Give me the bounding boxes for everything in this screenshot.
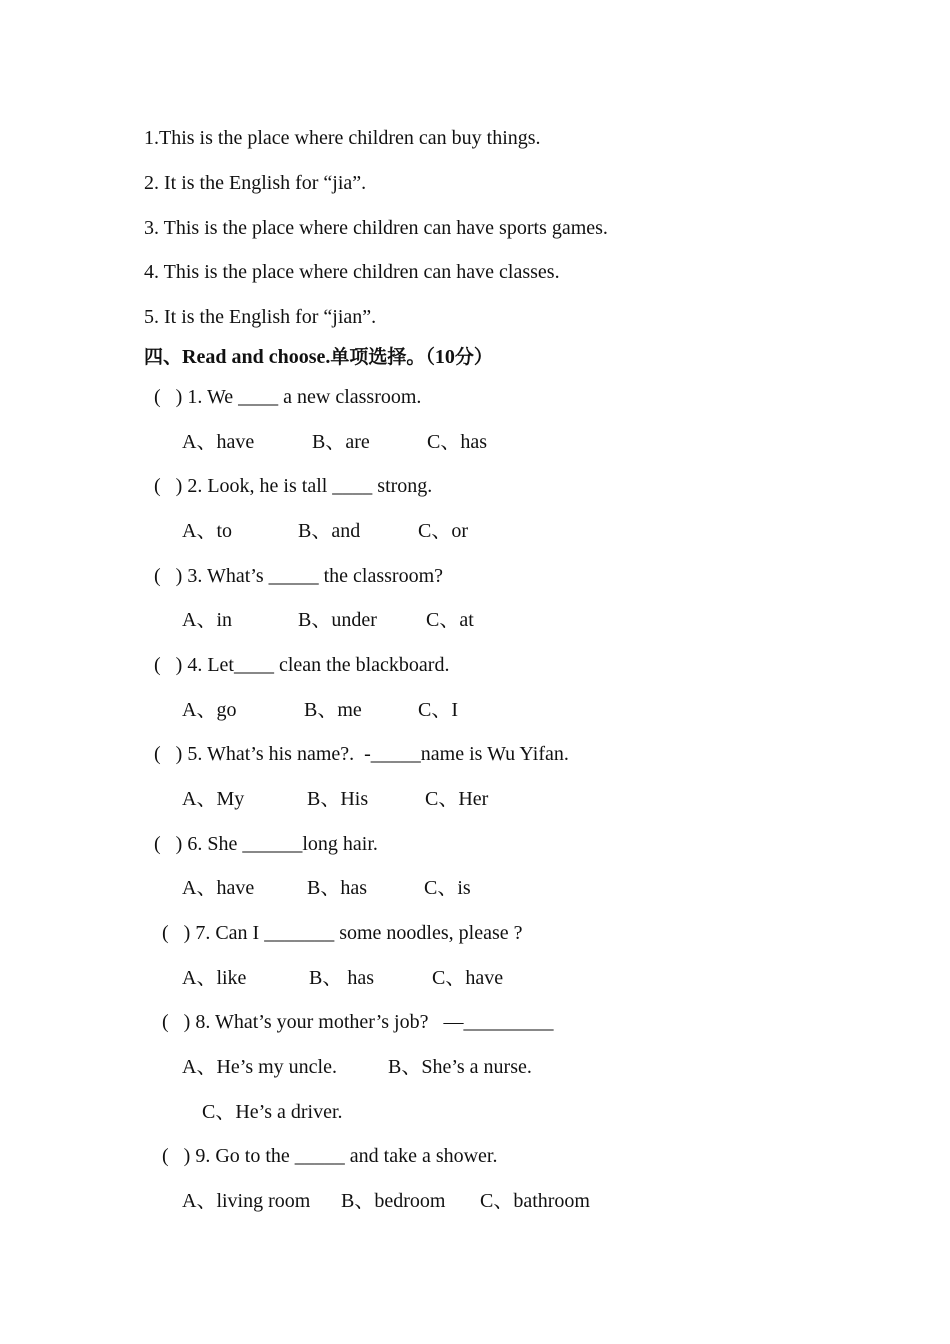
question-7 (162, 921, 523, 945)
definition-4: 4. This is the place where children can have classes. (144, 261, 560, 283)
q1-option-a: A、have (182, 431, 255, 453)
question-5 (154, 742, 569, 766)
section-points: 10 (434, 346, 455, 368)
question-stem: 9. Go to the _____ and take a shower. (195, 1145, 498, 1167)
question-8 (162, 1010, 553, 1034)
q2-option-a: A、to (182, 520, 232, 542)
answer-blank[interactable]: ( ) (154, 565, 183, 587)
q9-option-b: B、bedroom (341, 1190, 446, 1212)
question-2 (154, 474, 432, 498)
section-points-suffix: 分） (454, 346, 493, 368)
section-title-en: Read and choose. (182, 346, 331, 368)
question-1 (154, 385, 421, 409)
question-stem: 7. Can I _______ some noodles, please ? (195, 922, 523, 944)
question-3 (154, 564, 443, 588)
question-stem: 8. What’s your mother’s job? —_________ (195, 1011, 554, 1033)
question-stem: 3. What’s _____ the classroom? (187, 565, 444, 587)
q3-option-c: C、at (426, 609, 474, 631)
q6-option-b: B、has (307, 877, 367, 899)
q8-option-b: B、She’s a nurse. (388, 1056, 532, 1078)
q4-option-a: A、go (182, 699, 237, 721)
q4-option-c: C、I (418, 699, 458, 721)
answer-blank[interactable]: ( ) (154, 833, 183, 855)
q3-option-a: A、in (182, 609, 232, 631)
definition-5: 5. It is the English for “jian”. (144, 306, 377, 328)
question-stem: 2. Look, he is tall ____ strong. (187, 475, 433, 497)
definition-3: 3. This is the place where children can have sports games. (144, 217, 608, 239)
q7-option-c: C、have (432, 967, 504, 989)
definition-2: 2. It is the English for “jia”. (144, 172, 367, 194)
answer-blank[interactable]: ( ) (162, 1011, 191, 1033)
section-title-cn: 单项选择。（ (330, 346, 435, 368)
q2-option-b: B、and (298, 520, 361, 542)
answer-blank[interactable]: ( ) (162, 922, 191, 944)
q9-option-c: C、bathroom (480, 1190, 590, 1212)
question-4 (154, 653, 449, 677)
answer-blank[interactable]: ( ) (154, 475, 183, 497)
q8-option-a: A、He’s my uncle. (182, 1056, 337, 1078)
q4-option-b: B、me (304, 699, 362, 721)
q7-option-b: B、 has (309, 967, 374, 989)
q6-option-a: A、have (182, 877, 255, 899)
q2-option-c: C、or (418, 520, 468, 542)
q5-option-c: C、Her (425, 788, 489, 810)
q3-option-b: B、under (298, 609, 377, 631)
q5-option-b: B、His (307, 788, 369, 810)
q6-option-c: C、is (424, 877, 471, 899)
question-9 (162, 1144, 498, 1168)
answer-blank[interactable]: ( ) (154, 743, 183, 765)
q5-option-a: A、My (182, 788, 245, 810)
q9-option-a: A、living room (182, 1190, 311, 1212)
question-stem: 1. We ____ a new classroom. (187, 386, 422, 408)
question-6 (154, 832, 378, 856)
section-heading (144, 345, 493, 369)
answer-blank[interactable]: ( ) (162, 1145, 191, 1167)
q1-option-b: B、are (312, 431, 370, 453)
q1-option-c: C、has (427, 431, 487, 453)
definition-1: 1.This is the place where children can buy things. (144, 127, 541, 149)
question-stem: 5. What’s his name?. -_____name is Wu Yifan. (187, 743, 569, 765)
question-stem: 4. Let____ clean the blackboard. (187, 654, 450, 676)
answer-blank[interactable]: ( ) (154, 386, 183, 408)
q7-option-a: A、like (182, 967, 247, 989)
section-number: 四、 (144, 346, 183, 368)
q8-option-c: C、He’s a driver. (202, 1101, 343, 1123)
answer-blank[interactable]: ( ) (154, 654, 183, 676)
question-stem: 6. She ______long hair. (187, 833, 378, 855)
